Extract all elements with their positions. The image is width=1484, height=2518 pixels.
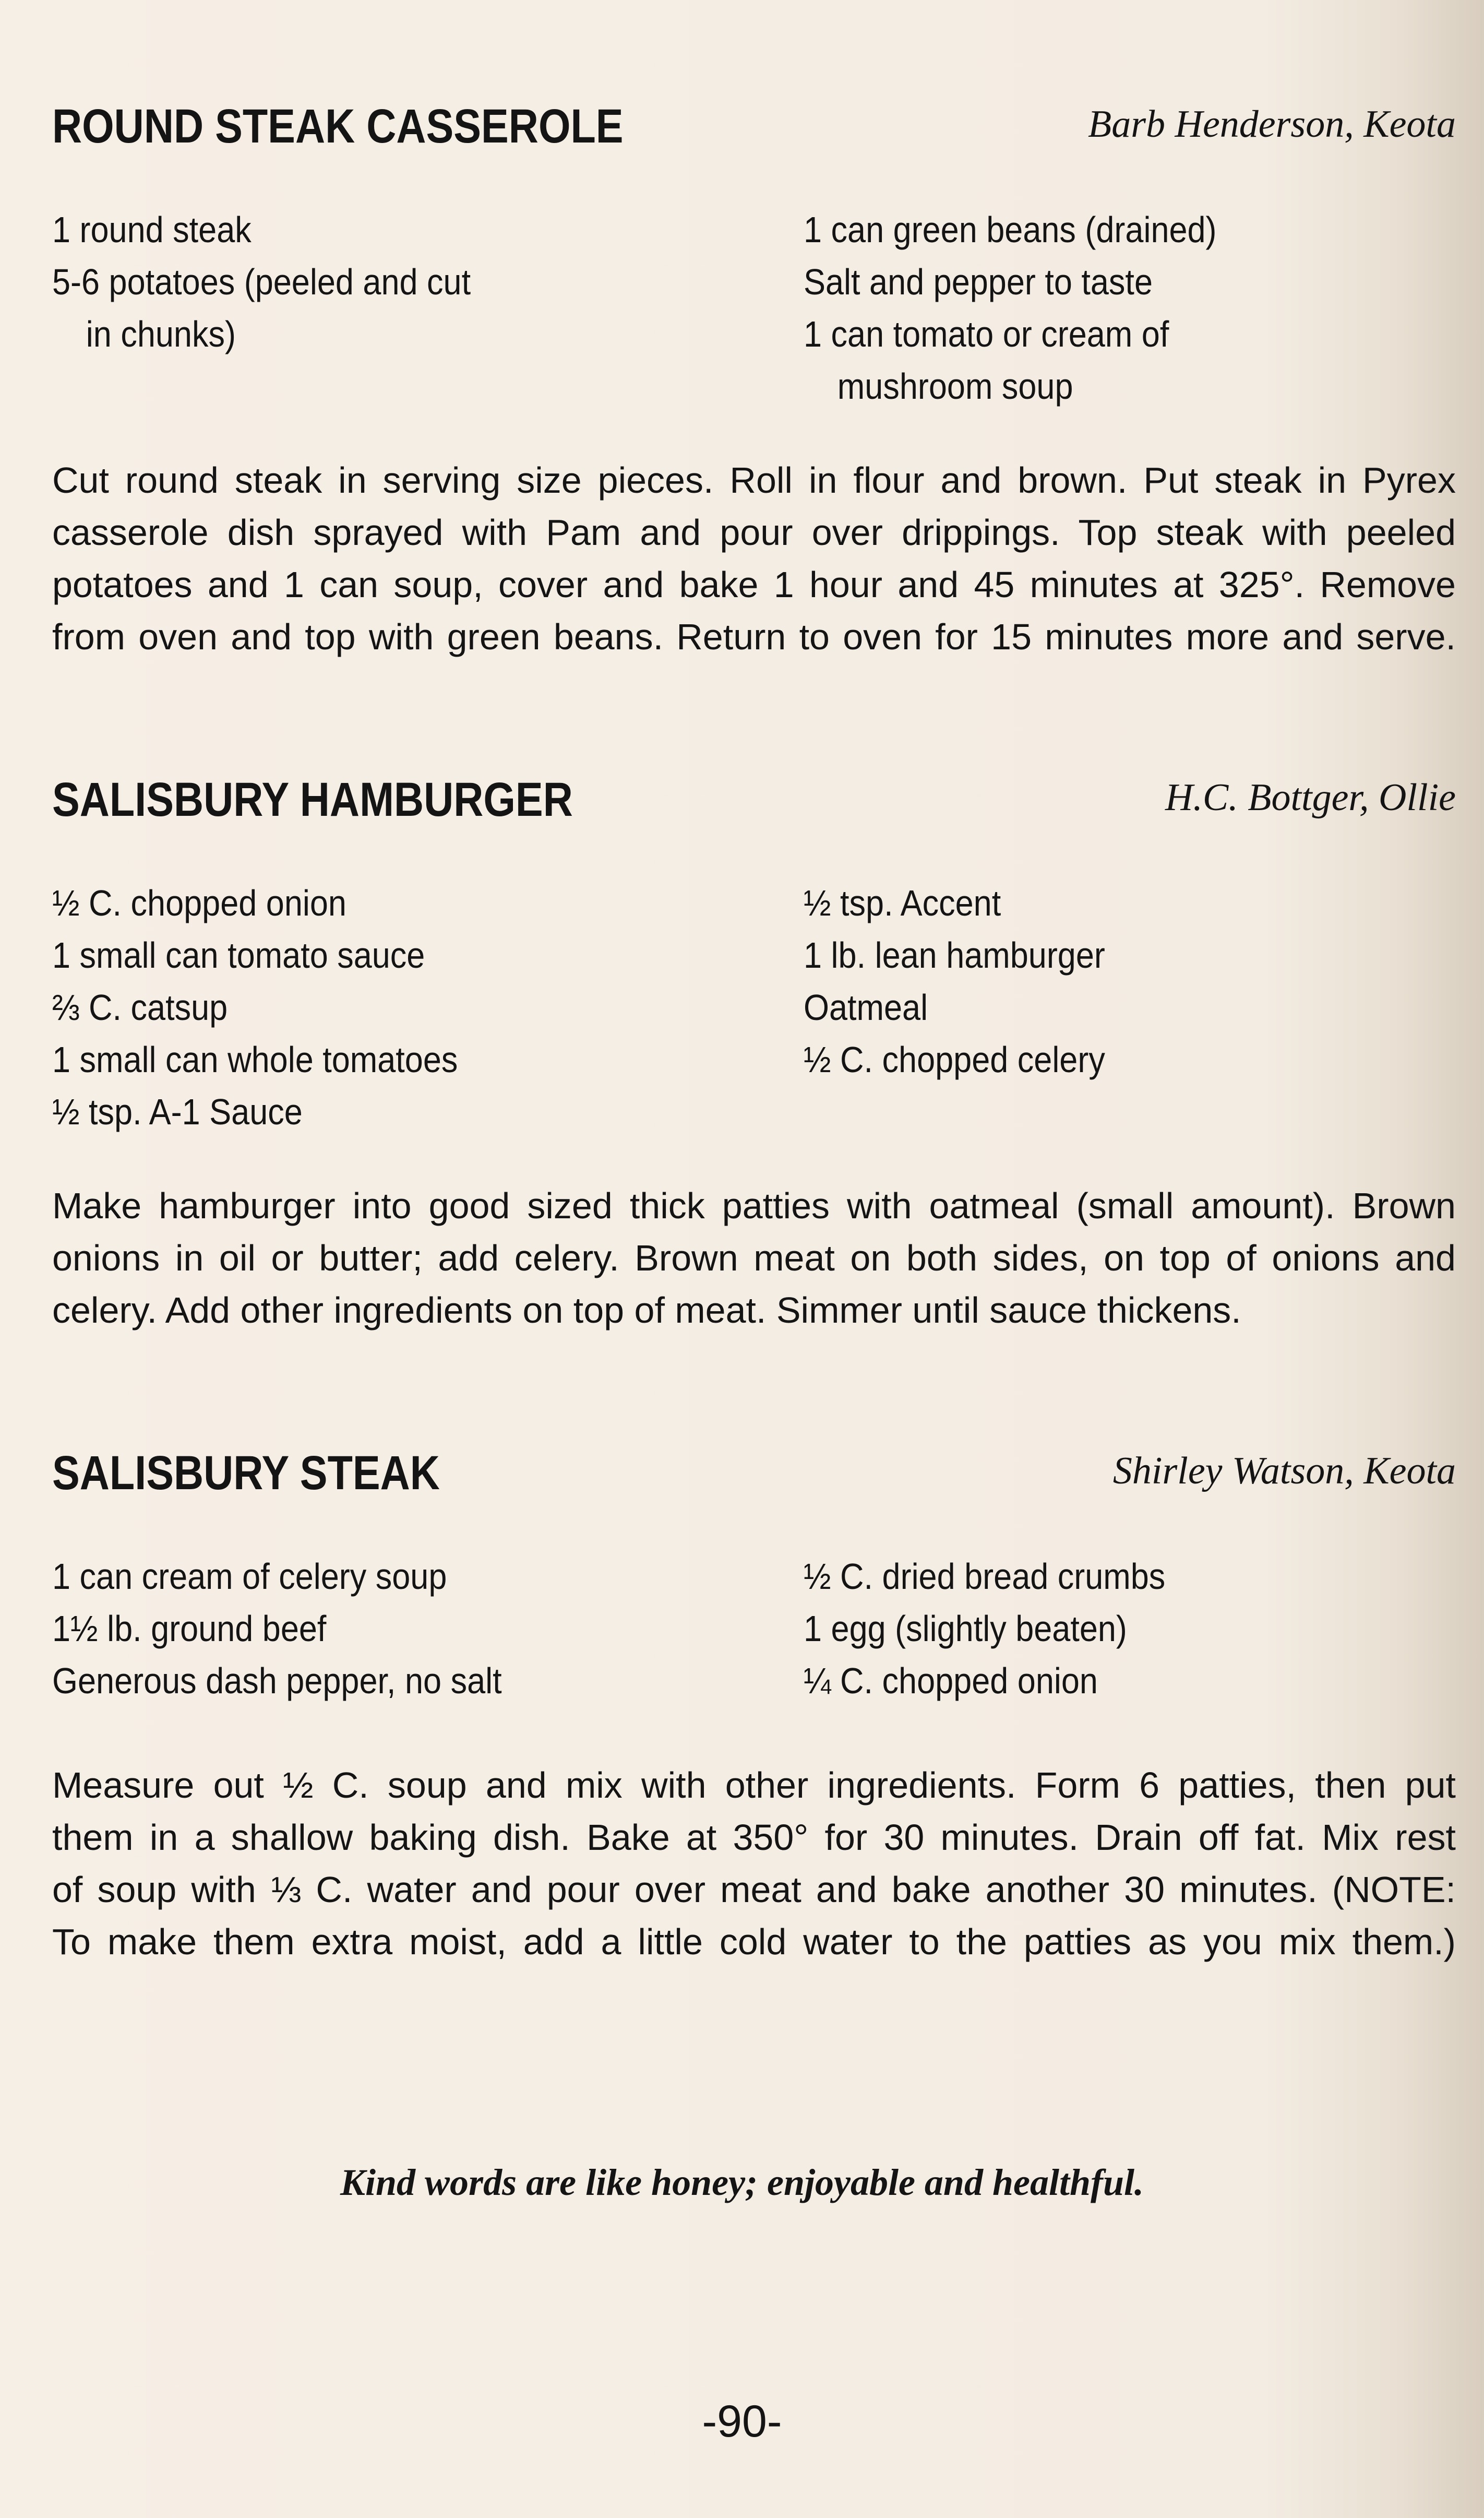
ingredient: Oatmeal (804, 987, 928, 1028)
ingredient: Salt and pepper to taste (804, 262, 1153, 302)
ingredient: in chunks) (86, 314, 236, 354)
directions-line: Make hamburger into good sized thick patties with oatmeal (small amount). Brown (52, 1185, 1456, 1226)
recipe-author: Barb Henderson, Keota (1088, 103, 1456, 146)
directions-line: To make them extra moist, add a little cold water to the patties as you mix them.) (52, 1921, 1456, 1962)
recipe-author: H.C. Bottger, Ollie (1165, 776, 1456, 819)
recipe-title: ROUND STEAK CASSEROLE (52, 100, 624, 153)
recipe-title: SALISBURY STEAK (52, 1446, 440, 1500)
ingredient: ½ C. dried bread crumbs (804, 1556, 1166, 1597)
ingredient: 1 round steak (52, 209, 252, 250)
ingredient: ½ tsp. Accent (804, 883, 1001, 923)
ingredient: 1 can cream of celery soup (52, 1556, 447, 1597)
directions-line: of soup with ⅓ C. water and pour over meat and bake another 30 minutes. (NOTE: (52, 1869, 1456, 1910)
ingredient: Generous dash pepper, no salt (52, 1660, 502, 1701)
recipe-directions (52, 1759, 1456, 1968)
directions-line: Measure out ½ C. soup and mix with other ingredients. Form 6 patties, then put (52, 1765, 1456, 1806)
ingredient: 1 small can tomato sauce (52, 935, 425, 976)
ingredients-list (52, 204, 1456, 423)
directions-line: onions in oil or butter; add celery. Brown meat on both sides, on top of onions and (52, 1238, 1456, 1278)
directions-line: from oven and top with green beans. Return to oven for 15 minutes more and serve. (52, 616, 1456, 657)
ingredient: ½ C. chopped celery (804, 1039, 1105, 1080)
ingredient: 5-6 potatoes (peeled and cut (52, 262, 471, 302)
ingredient: 1½ lb. ground beef (52, 1608, 327, 1649)
motto-quote: Kind words are like honey; enjoyable and healthful. (340, 2161, 1144, 2203)
ingredients-list (52, 877, 1456, 1148)
ingredient: ½ C. chopped onion (52, 883, 346, 923)
directions-line: potatoes and 1 can soup, cover and bake 1 hour and 45 minutes at 325°. Remove (52, 564, 1456, 605)
recipe-salisbury-hamburger (52, 773, 1456, 1331)
ingredient: 1 can tomato or cream of (804, 314, 1169, 354)
ingredient: 1 egg (slightly beaten) (804, 1608, 1127, 1649)
recipe-title: SALISBURY HAMBURGER (52, 773, 573, 826)
ingredient: mushroom soup (837, 366, 1073, 407)
directions-line: celery. Add other ingredients on top of meat. Simmer until sauce thickens. (52, 1290, 1241, 1331)
directions-line: casserole dish sprayed with Pam and pour over drippings. Top steak with peeled (52, 512, 1456, 553)
ingredient: 1 lb. lean hamburger (804, 935, 1105, 976)
recipe-author: Shirley Watson, Keota (1112, 1450, 1456, 1492)
recipe-round-steak-casserole (52, 99, 1456, 657)
ingredient: 1 can green beans (drained) (804, 209, 1217, 250)
ingredients-list (52, 1550, 1456, 1717)
recipe-salisbury-steak (52, 1446, 1456, 1962)
recipe-directions (52, 1180, 1456, 1336)
ingredient: ⅔ C. catsup (52, 987, 228, 1028)
ingredient: ½ tsp. A-1 Sauce (52, 1091, 303, 1132)
ingredient: ¼ C. chopped onion (804, 1660, 1098, 1701)
page-number: -90- (702, 2396, 782, 2446)
directions-line: them in a shallow baking dish. Bake at 350° for 30 minutes. Drain off fat. Mix rest (52, 1817, 1456, 1858)
recipe-directions (52, 454, 1456, 663)
ingredient: 1 small can whole tomatoes (52, 1039, 458, 1080)
directions-line: Cut round steak in serving size pieces. Roll in flour and brown. Put steak in Pyrex (52, 460, 1456, 501)
